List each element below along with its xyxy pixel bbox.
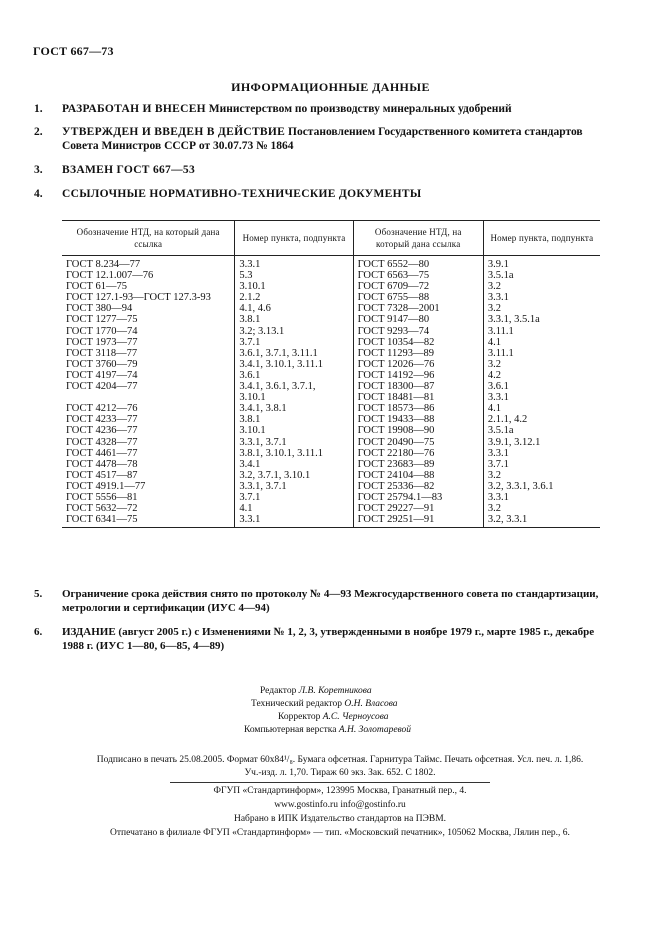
clause-number-cell: 3.3.1, 3.5.1а: [483, 314, 600, 325]
doc-designation-cell: ГОСТ 3760—79: [66, 358, 138, 370]
clause-number-cell: 3.2: [483, 281, 600, 292]
publisher-address: ФГУП «Стандартинформ», 123995 Москва, Гранатный пер., 4.: [213, 786, 467, 796]
item-1: [34, 102, 602, 116]
doc-designation-cell: ГОСТ 25336—82: [353, 481, 483, 492]
doc-designation-cell: ГОСТ 4517—87: [66, 469, 138, 481]
clause-number-cell: 3.4.1, 3.10.1, 3.11.1: [235, 359, 353, 370]
table-row: [62, 448, 600, 459]
doc-designation-cell: ГОСТ 29251—91: [353, 514, 483, 528]
table-row: [62, 437, 600, 448]
editor-name: Л.В. Коретникова: [298, 686, 372, 696]
section-heading: ИНФОРМАЦИОННЫЕ ДАННЫЕ: [231, 80, 430, 94]
clause-number-cell: 3.2, 3.3.1: [483, 514, 600, 528]
doc-designation-cell: ГОСТ 380—94: [66, 303, 133, 315]
clause-number-cell: 3.8.1: [235, 414, 353, 425]
clause-number-cell: 3.5.1а: [483, 270, 600, 281]
editor-name: О.Н. Власова: [344, 699, 398, 709]
clause-number-cell: 4.1: [483, 403, 600, 414]
doc-designation-cell: ГОСТ 5556—81: [66, 491, 138, 503]
clause-number-cell: 3.2: [483, 359, 600, 370]
doc-designation-cell: ГОСТ 18300—87: [353, 381, 483, 392]
clause-number-cell: 3.7.1: [483, 459, 600, 470]
item-number: 2.: [34, 126, 43, 138]
editor-line: [244, 711, 411, 724]
doc-designation-cell: ГОСТ 4236—77: [66, 425, 138, 437]
table-row: [62, 326, 600, 337]
clause-number-cell: 4.2: [483, 370, 600, 381]
doc-designation-cell: ГОСТ 6709—72: [353, 281, 483, 292]
doc-designation-cell: ГОСТ 29227—91: [353, 503, 483, 514]
clause-number-cell: 3.4.1, 3.6.1, 3.7.1,: [235, 381, 353, 392]
table-row: [62, 392, 600, 403]
publisher-contacts: www.gostinfo.ru info@gostinfo.ru: [274, 800, 406, 810]
doc-designation-cell: ГОСТ 19908—90: [353, 425, 483, 436]
standard-code: ГОСТ 667—73: [33, 44, 114, 58]
editor-line: [244, 698, 411, 711]
doc-designation-cell: ГОСТ 61—75: [66, 281, 128, 293]
doc-designation-cell: ГОСТ 4478—78: [66, 458, 138, 470]
item-number: 3.: [34, 164, 43, 176]
doc-designation-cell: ГОСТ 9293—74: [353, 326, 483, 337]
item-text: Постановлением Государственного комитета стандартов Совета Министров СССР от 30.07.73 № 1864: [62, 126, 583, 152]
clause-number-cell: 3.3.1: [483, 448, 600, 459]
table-row: [62, 459, 600, 470]
item-text: Ограничение срока действия снято по протоколу № 4—93 Межгосударственного совета по стандартизации, метрологии и сертификации (ИУС 4—94): [62, 588, 599, 614]
clause-number-cell: 4.1: [483, 337, 600, 348]
doc-designation-cell: ГОСТ 18481—81: [353, 392, 483, 403]
clause-number-cell: 3.3.1: [483, 492, 600, 503]
table-row: [62, 348, 600, 359]
doc-designation-cell: ГОСТ 9147—80: [353, 314, 483, 325]
table-header-row: [62, 221, 600, 256]
clause-number-cell: 3.3.1: [483, 292, 600, 303]
clause-number-cell: 3.2; 3.13.1: [235, 326, 353, 337]
clause-number-cell: 3.5.1а: [483, 425, 600, 436]
clause-number-cell: 3.4.1, 3.8.1: [235, 403, 353, 414]
table-row: [62, 256, 600, 271]
clause-number-cell: 3.10.1: [235, 392, 353, 403]
table-row: [62, 270, 600, 281]
doc-designation-cell: ГОСТ 4197—74: [66, 369, 138, 381]
editor-line: [244, 685, 411, 698]
table-row: [62, 414, 600, 425]
doc-designation-cell: ГОСТ 12026—76: [353, 359, 483, 370]
clause-number-cell: 3.3.1: [235, 514, 353, 528]
table-row: [62, 303, 600, 314]
clause-number-cell: 3.11.1: [483, 326, 600, 337]
item-6: [34, 625, 602, 653]
editor-role: Компьютерная верстка: [244, 725, 337, 735]
item-number: 1.: [34, 103, 43, 115]
clause-number-cell: 3.7.1: [235, 337, 353, 348]
doc-designation-cell: ГОСТ 4212—76: [66, 403, 138, 415]
item-4: [34, 187, 602, 201]
item-number: 5.: [34, 588, 43, 600]
clause-number-cell: 3.3.1: [483, 392, 600, 403]
item-caption: УТВЕРЖДЕН И ВВЕДЕН В ДЕЙСТВИЕ: [62, 126, 286, 138]
clause-number-cell: 3.6.1, 3.7.1, 3.11.1: [235, 348, 353, 359]
table-row: [62, 281, 600, 292]
editor-role: Корректор: [278, 712, 321, 722]
clause-number-cell: 3.8.1, 3.10.1, 3.11.1: [235, 448, 353, 459]
item-caption: ВЗАМЕН ГОСТ 667—53: [62, 164, 196, 176]
references-table: [62, 220, 600, 528]
clause-number-cell: 3.3.1: [235, 256, 353, 271]
table-row: [62, 314, 600, 325]
doc-designation-cell: ГОСТ 18573—86: [353, 403, 483, 414]
doc-designation-cell: ГОСТ 5632—72: [66, 503, 138, 515]
editor-line: [244, 724, 411, 737]
clause-number-cell: 3.4.1: [235, 459, 353, 470]
typesetting-note: Набрано в ИПК Издательство стандартов на ПЭВМ.: [233, 814, 447, 824]
item-text: Министерством по производству минеральных удобрений: [208, 103, 512, 115]
doc-designation-cell: ГОСТ 127.1-93—ГОСТ 127.3-93: [66, 292, 211, 304]
table-row: [62, 292, 600, 303]
table-row: [62, 359, 600, 370]
clause-number-cell: 2.1.1, 4.2: [483, 414, 600, 425]
doc-designation-cell: ГОСТ 10354—82: [353, 337, 483, 348]
table-row: [62, 492, 600, 503]
table-row: [62, 481, 600, 492]
table-row: [62, 514, 600, 528]
doc-designation-cell: ГОСТ 19433—88: [353, 414, 483, 425]
editor-name: А.С. Черноусова: [322, 712, 389, 722]
clause-number-cell: 3.8.1: [235, 314, 353, 325]
doc-designation-cell: ГОСТ 22180—76: [353, 448, 483, 459]
clause-number-cell: 3.2, 3.7.1, 3.10.1: [235, 470, 353, 481]
doc-designation-cell: ГОСТ 6552—80: [353, 256, 483, 271]
clause-number-cell: 3.11.1: [483, 348, 600, 359]
table-row: [62, 403, 600, 414]
doc-designation-cell: ГОСТ 7328—2001: [353, 303, 483, 314]
item-5: [34, 587, 602, 615]
doc-designation-cell: ГОСТ 23683—89: [353, 459, 483, 470]
clause-number-cell: 3.2, 3.3.1, 3.6.1: [483, 481, 600, 492]
print-details-2: Уч.-изд. л. 1,70. Тираж 60 экз. Зак. 652. С 1802.: [244, 768, 436, 778]
printing-note: Отпечатано в филиале ФГУП «Стандартинформ» — тип. «Московский печатник», 105062 Москва, Лялин пер., 6.: [110, 828, 570, 838]
doc-designation-cell: ГОСТ 12.1.007—76: [66, 270, 154, 282]
column-header: Обозначение НТД, на который дана ссылка: [353, 221, 483, 256]
doc-designation-cell: ГОСТ 25794.1—83: [353, 492, 483, 503]
divider: [170, 782, 490, 783]
clause-number-cell: 3.9.1: [483, 256, 600, 271]
doc-designation-cell: ГОСТ 6341—75: [62, 514, 235, 528]
editor-name: А.Н. Золотаревой: [338, 725, 412, 735]
item-number: 4.: [34, 188, 43, 200]
doc-designation-cell: ГОСТ 24104—88: [353, 470, 483, 481]
table-row: [62, 503, 600, 514]
clause-number-cell: 4.1, 4.6: [235, 303, 353, 314]
doc-designation-cell: ГОСТ 4328—77: [66, 436, 138, 448]
clause-number-cell: 3.10.1: [235, 425, 353, 436]
clause-number-cell: 3.3.1, 3.7.1: [235, 437, 353, 448]
doc-designation-cell: ГОСТ 4204—77: [66, 381, 138, 393]
doc-designation-cell: ГОСТ 8.234—77: [66, 259, 141, 270]
doc-designation-cell: ГОСТ 4461—77: [66, 447, 138, 459]
clause-number-cell: 3.7.1: [235, 492, 353, 503]
item-caption: РАЗРАБОТАН И ВНЕСЕН: [62, 103, 206, 115]
item-caption: ССЫЛОЧНЫЕ НОРМАТИВНО-ТЕХНИЧЕСКИЕ ДОКУМЕНТЫ: [62, 188, 422, 200]
table-row: [62, 370, 600, 381]
clause-number-cell: 3.2: [483, 503, 600, 514]
editor-role: Технический редактор: [251, 699, 342, 709]
doc-designation-cell: ГОСТ 6755—88: [353, 292, 483, 303]
clause-number-cell: 5.3: [235, 270, 353, 281]
print-details-1: Подписано в печать 25.08.2005. Формат 60x84¹/₈. Бумага офсетная. Гарнитура Таймс. Печать офсетная. Усл. печ. л. 1,86.: [96, 755, 584, 765]
doc-designation-cell: ГОСТ 1277—75: [66, 314, 138, 326]
clause-number-cell: 3.6.1: [235, 370, 353, 381]
item-number: 6.: [34, 626, 43, 638]
clause-number-cell: 4.1: [235, 503, 353, 514]
column-header: Обозначение НТД, на который дана ссылка: [62, 221, 235, 256]
table-row: [62, 425, 600, 436]
column-header: Номер пункта, подпункта: [483, 221, 600, 256]
doc-designation-cell: ГОСТ 3118—77: [66, 347, 138, 359]
doc-designation-cell: ГОСТ 6563—75: [353, 270, 483, 281]
item-3: [34, 163, 602, 177]
clause-number-cell: 3.9.1, 3.12.1: [483, 437, 600, 448]
clause-number-cell: 2.1.2: [235, 292, 353, 303]
doc-designation-cell: [62, 392, 235, 403]
item-2: [34, 125, 602, 153]
doc-designation-cell: ГОСТ 11293—89: [353, 348, 483, 359]
doc-designation-cell: ГОСТ 1973—77: [66, 336, 138, 348]
table-row: [62, 381, 600, 392]
clause-number-cell: 3.10.1: [235, 281, 353, 292]
clause-number-cell: 3.2: [483, 303, 600, 314]
table-row: [62, 337, 600, 348]
column-header: Номер пункта, подпункта: [235, 221, 353, 256]
doc-designation-cell: ГОСТ 4233—77: [66, 414, 138, 426]
doc-designation-cell: ГОСТ 20490—75: [353, 437, 483, 448]
editors-block: [244, 685, 411, 737]
doc-designation-cell: ГОСТ 14192—96: [353, 370, 483, 381]
doc-designation-cell: ГОСТ 4919.1—77: [66, 480, 146, 492]
item-text: ИЗДАНИЕ (август 2005 г.) с Изменениями № 1, 2, 3, утвержденными в ноябре 1979 г., марте 1985 г., декабре 1988 г. (ИУС 1—80, 6—85, 4—89): [62, 626, 595, 652]
clause-number-cell: 3.6.1: [483, 381, 600, 392]
clause-number-cell: 3.3.1, 3.7.1: [235, 481, 353, 492]
doc-designation-cell: ГОСТ 1770—74: [66, 325, 138, 337]
table-row: [62, 470, 600, 481]
clause-number-cell: 3.2: [483, 470, 600, 481]
editor-role: Редактор: [260, 686, 297, 696]
